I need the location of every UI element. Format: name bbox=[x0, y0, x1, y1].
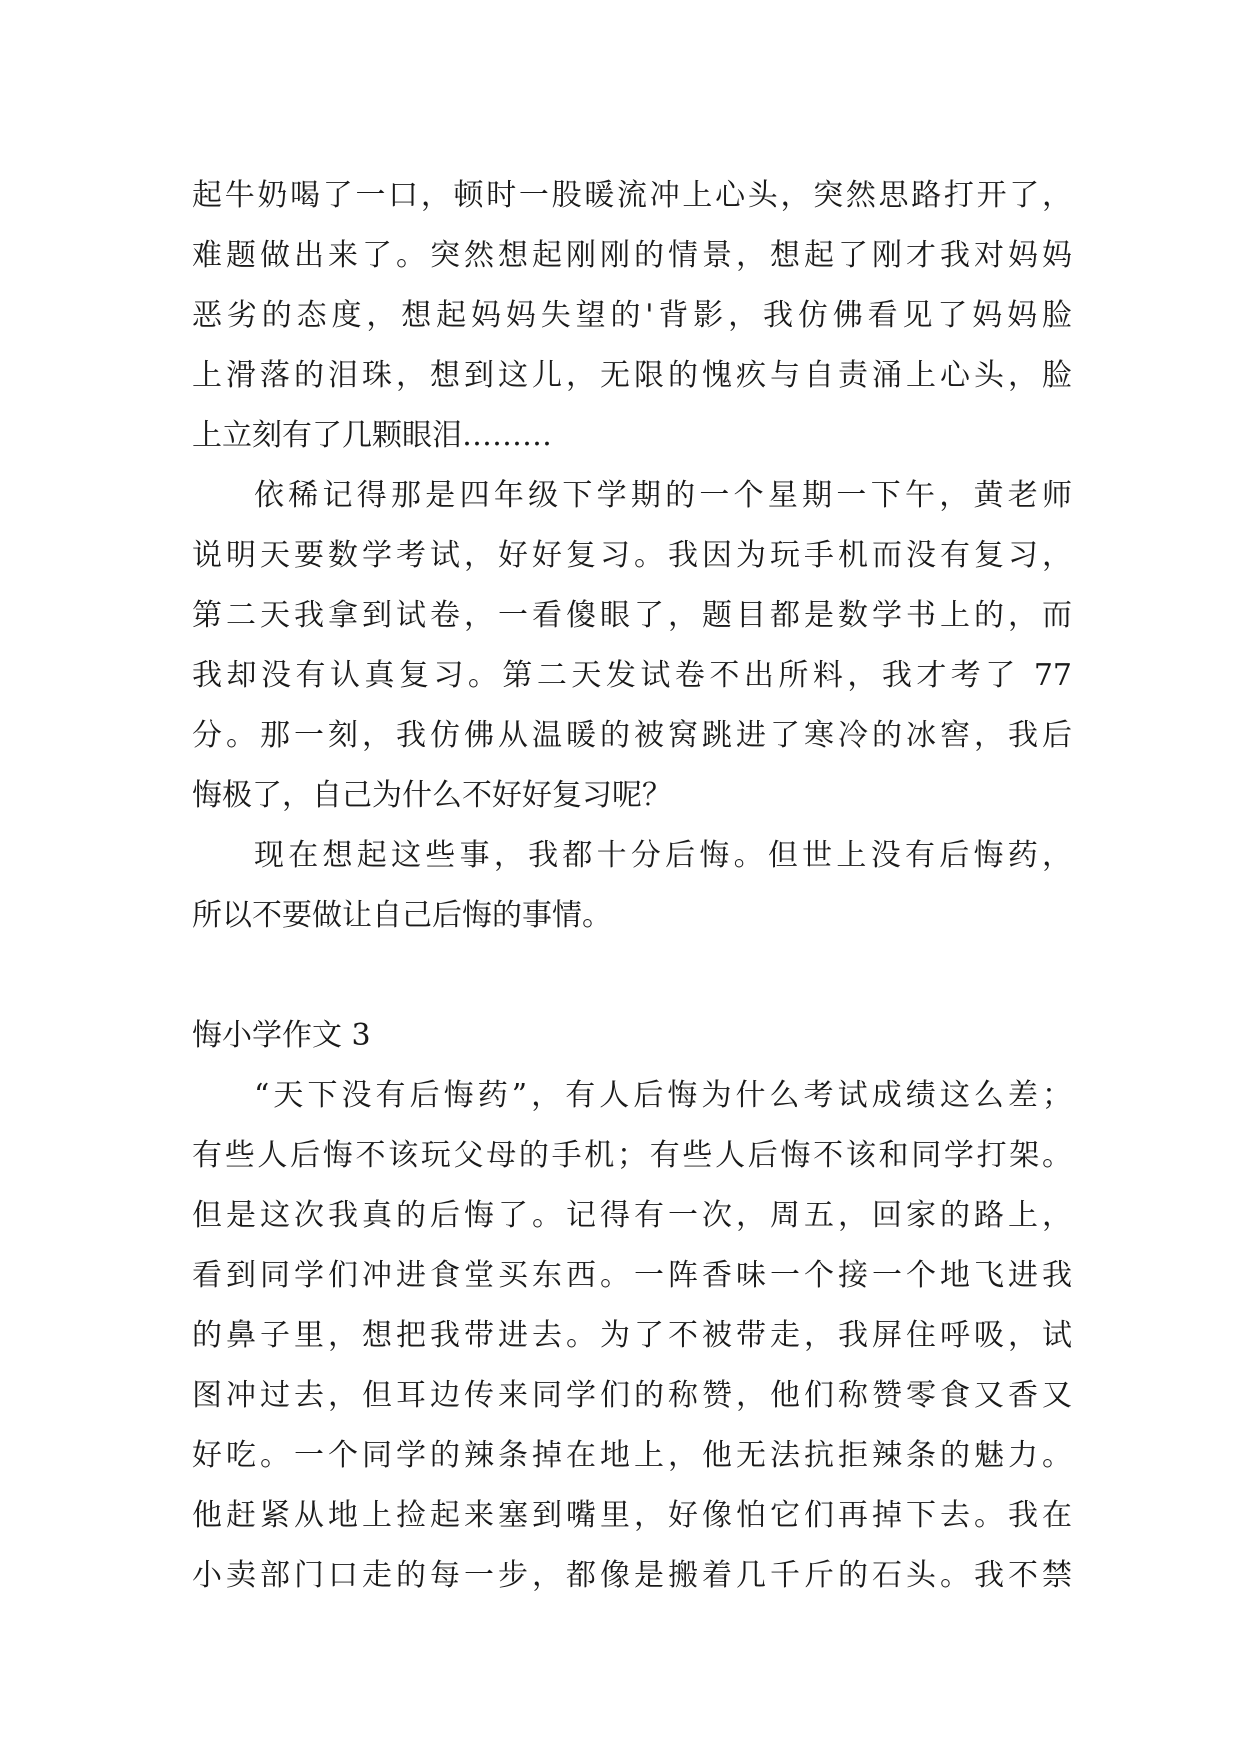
text-line: 悔极了，自己为什么不好好复习呢？ bbox=[192, 778, 672, 813]
text-line: 图冲过去，但耳边传来同学们的称赞，他们称赞零食又香又 bbox=[192, 1378, 1072, 1413]
section-heading: 悔小学作文 3 bbox=[192, 1018, 371, 1053]
text-line: 好吃。一个同学的辣条掉在地上，他无法抗拒辣条的魅力。 bbox=[192, 1438, 1072, 1473]
text-line: 看到同学们冲进食堂买东西。一阵香味一个接一个地飞进我 bbox=[192, 1258, 1072, 1293]
paragraph-2 bbox=[192, 466, 1072, 826]
text-line: 有些人后悔不该玩父母的手机；有些人后悔不该和同学打架。 bbox=[192, 1138, 1072, 1173]
text-line: 起牛奶喝了一口，顿时一股暖流冲上心头，突然思路打开了， bbox=[192, 178, 1072, 213]
text-line: 说明天要数学考试，好好复习。我因为玩手机而没有复习， bbox=[192, 538, 1072, 573]
document-body bbox=[192, 166, 1072, 1606]
text-line: 但是这次我真的后悔了。记得有一次，周五，回家的路上， bbox=[192, 1198, 1072, 1233]
paragraph-gap bbox=[192, 946, 1072, 1006]
paragraph-3 bbox=[192, 826, 1072, 946]
text-line: 现在想起这些事，我都十分后悔。但世上没有后悔药， bbox=[254, 838, 1072, 873]
text-line: 上立刻有了几颗眼泪……… bbox=[192, 418, 552, 453]
text-line: “天下没有后悔药”，有人后悔为什么考试成绩这么差； bbox=[254, 1078, 1072, 1113]
text-line: 我却没有认真复习。第二天发试卷不出所料，我才考了 77 bbox=[192, 658, 1072, 693]
text-line: 分。那一刻，我仿佛从温暖的被窝跳进了寒冷的冰窖，我后 bbox=[192, 718, 1072, 753]
paragraph-4 bbox=[192, 1066, 1072, 1606]
text-line: 难题做出来了。突然想起刚刚的情景，想起了刚才我对妈妈 bbox=[192, 238, 1072, 273]
text-line: 的鼻子里，想把我带进去。为了不被带走，我屏住呼吸，试 bbox=[192, 1318, 1072, 1353]
text-line: 他赶紧从地上捡起来塞到嘴里，好像怕它们再掉下去。我在 bbox=[192, 1498, 1072, 1533]
text-line: 恶劣的态度，想起妈妈失望的'背影，我仿佛看见了妈妈脸 bbox=[192, 298, 1072, 333]
text-line: 依稀记得那是四年级下学期的一个星期一下午，黄老师 bbox=[254, 478, 1072, 513]
text-line: 第二天我拿到试卷，一看傻眼了，题目都是数学书上的，而 bbox=[192, 598, 1072, 633]
text-line: 小卖部门口走的每一步，都像是搬着几千斤的石头。我不禁 bbox=[192, 1558, 1072, 1593]
text-line: 所以不要做让自己后悔的事情。 bbox=[192, 898, 612, 933]
text-line: 上滑落的泪珠，想到这儿，无限的愧疚与自责涌上心头，脸 bbox=[192, 358, 1072, 393]
paragraph-1 bbox=[192, 166, 1072, 466]
